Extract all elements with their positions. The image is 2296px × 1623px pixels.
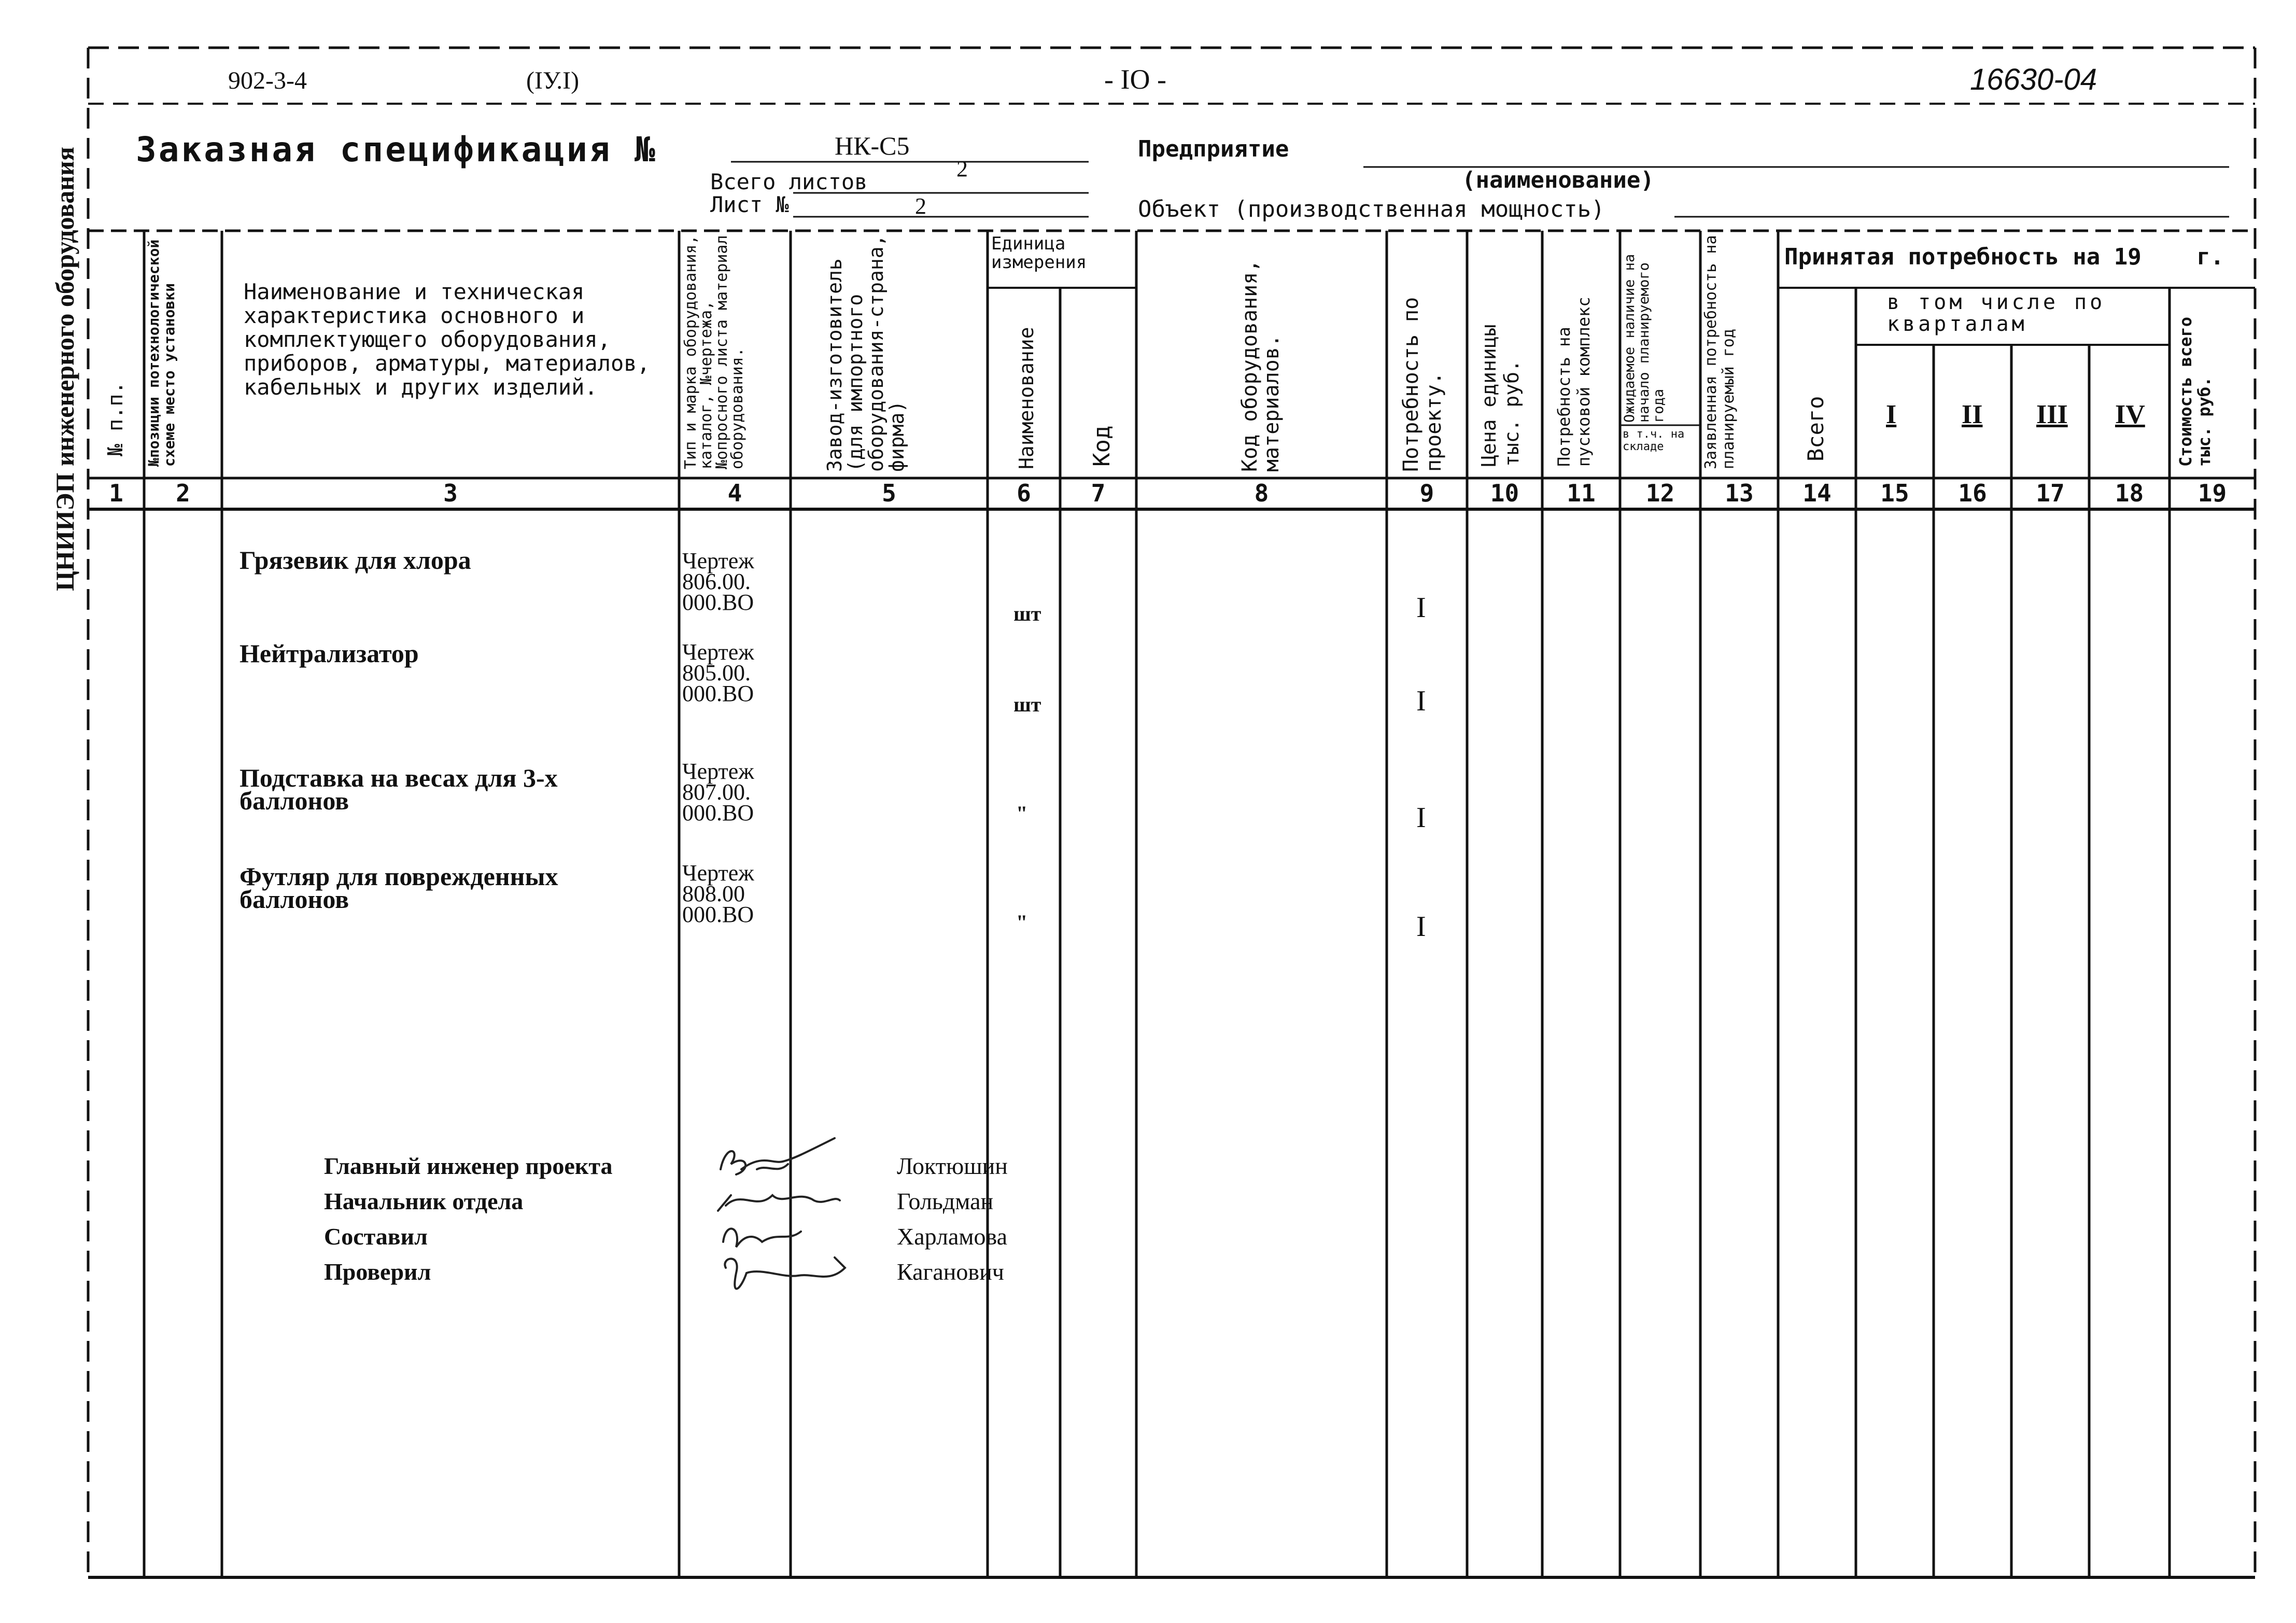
- signature-role: Проверил: [324, 1258, 431, 1285]
- col-5-header: Завод-изготовитель (для импортного оборудования-страна, фирма): [823, 234, 908, 472]
- col-number: 12: [1645, 479, 1675, 507]
- document-number: 16630-04: [1970, 63, 2097, 96]
- row-3-name: [240, 763, 558, 815]
- row-2-unit: шт: [1013, 693, 1041, 716]
- total-sheets-label: Всего листов: [710, 169, 868, 194]
- row-2-type-line: Чертеж: [682, 639, 754, 665]
- row-4-type-line: 000.BO: [682, 902, 754, 927]
- col-14-header: Всего: [1803, 396, 1828, 461]
- col-number: 2: [176, 479, 190, 507]
- col-17-header: III: [2036, 400, 2068, 429]
- row-2-qty: I: [1416, 685, 1426, 717]
- signature-name: Гольдман: [897, 1188, 994, 1214]
- col-number: 14: [1802, 479, 1832, 507]
- col-number: 16: [1958, 479, 1987, 507]
- col-number: 15: [1880, 479, 1909, 507]
- row-3-type: [682, 759, 754, 826]
- col-7-header: Код: [1089, 425, 1115, 467]
- row-4-unit: ": [1016, 911, 1028, 934]
- col-19-header: Стоимость всего тыс. руб.: [2176, 317, 2214, 467]
- signature-name: Локтюшин: [897, 1153, 1008, 1179]
- col-number: 8: [1254, 479, 1269, 507]
- series-number: 902-3-4: [228, 67, 307, 94]
- row-3-type-line: Чертеж: [682, 759, 754, 784]
- signature-role: Составил: [324, 1223, 428, 1250]
- col-number: 7: [1091, 479, 1106, 507]
- signature-name: Каганович: [897, 1258, 1004, 1285]
- accepted-demand-suffix: г.: [2196, 244, 2224, 270]
- handwritten-signatures: [710, 1133, 871, 1304]
- row-2-type-line: 000.BO: [682, 681, 754, 706]
- col-number: 10: [1490, 479, 1519, 507]
- col-number: 19: [2198, 479, 2227, 507]
- row-2-name: Нейтрализатор: [240, 639, 419, 668]
- page-number: - IO -: [1104, 64, 1166, 95]
- col-1-header: № п.п.: [104, 381, 128, 456]
- col-6-header: Наименование: [1015, 327, 1038, 469]
- row-2-type-line: 805.00.: [682, 660, 751, 685]
- row-3-unit: ": [1016, 802, 1028, 825]
- row-4-name-line: Футляр для поврежденных: [240, 862, 558, 891]
- row-1-type-line: Чертеж: [682, 548, 754, 573]
- col-number: 9: [1419, 479, 1434, 507]
- col-number: 6: [1017, 479, 1031, 507]
- col-number: 13: [1725, 479, 1754, 507]
- spec-title: Заказная спецификация №: [136, 130, 657, 170]
- col-number: 3: [443, 479, 458, 507]
- col-number: 17: [2036, 479, 2065, 507]
- col-18-header: IV: [2115, 400, 2145, 429]
- total-sheets-value: 2: [956, 156, 968, 181]
- row-4-type-line: Чертеж: [682, 860, 754, 886]
- accepted-demand-header: [1784, 244, 2224, 270]
- col-11-header: Потребность на пусковой комплекс: [1554, 297, 1594, 467]
- signature-role: Главный инженер проекта: [324, 1153, 613, 1179]
- row-2-type: [682, 639, 754, 706]
- accepted-demand-label: Принятая потребность на 19: [1784, 244, 2142, 270]
- row-4-type: [682, 860, 754, 927]
- col-number: 1: [109, 479, 123, 507]
- col-9-header: Потребность по проекту.: [1399, 297, 1446, 472]
- col-2-header: №позиции потехнологической схеме место установки: [145, 239, 178, 467]
- col-10-header: Цена единицы тыс. руб.: [1477, 324, 1523, 467]
- col-15-header: I: [1886, 400, 1897, 429]
- quarters-group-header: в том числе по кварталам: [1887, 290, 2106, 336]
- enterprise-label: Предприятие: [1138, 136, 1289, 162]
- row-3-name-line: Подставка на весах для 3-х: [240, 763, 558, 792]
- col-8-header: Код оборудования, материалов.: [1238, 259, 1284, 472]
- row-4-type-line: 808.00: [682, 881, 745, 906]
- row-1-type: [682, 548, 754, 615]
- signature-role: Начальник отдела: [324, 1188, 524, 1214]
- col-12b-header: в т.ч. на складе: [1623, 428, 1685, 453]
- sheet-label: Лист №: [710, 192, 789, 217]
- col-4-header: Тип и марка оборудования, каталог, №чертежа, №опросного листа материал оборудования.: [682, 235, 746, 469]
- col-number: 4: [727, 479, 742, 507]
- spec-number: НК-С5: [835, 131, 910, 160]
- col-number: 18: [2115, 479, 2144, 507]
- row-3-name-line: баллонов: [240, 786, 349, 815]
- side-organization-label: ЦНИИЭП инженерного оборудования: [50, 147, 79, 591]
- row-4-qty: I: [1416, 911, 1426, 943]
- col-3-header: Наименование и техническая характеристика основного и комплектующего оборудования, приборов, арматуры, материалов, кабельных и других изделий.: [244, 279, 650, 400]
- signature-roles: [324, 1149, 613, 1290]
- signature-name: Харламова: [897, 1223, 1008, 1250]
- unit-group-header: Единица измерения: [991, 233, 1087, 273]
- row-4-name-line: баллонов: [240, 885, 349, 914]
- signature-names: [897, 1149, 1008, 1290]
- object-label: Объект (производственная мощность): [1138, 196, 1605, 222]
- col-13-header: Заявленная потребность на планируемый год: [1702, 235, 1738, 469]
- row-3-type-line: 000.BO: [682, 800, 754, 826]
- col-number: 11: [1567, 479, 1596, 507]
- row-1-name: Грязевик для хлора: [240, 545, 471, 575]
- row-1-type-line: 806.00.: [682, 569, 751, 594]
- col-number: 5: [882, 479, 896, 507]
- col-12a-header: Ожидаемое наличие на начало планируемого года: [1622, 254, 1667, 423]
- row-3-type-line: 807.00.: [682, 779, 751, 805]
- row-1-type-line: 000.BO: [682, 590, 754, 615]
- row-3-qty: I: [1416, 802, 1426, 834]
- album-number: (IУ.I): [526, 67, 580, 94]
- sheet-value: 2: [915, 193, 926, 219]
- row-1-unit: шт: [1013, 602, 1041, 625]
- col-16-header: II: [1962, 400, 1983, 429]
- name-caption: (наименование): [1462, 167, 1654, 193]
- row-1-qty: I: [1416, 592, 1426, 624]
- row-4-name: [240, 862, 558, 914]
